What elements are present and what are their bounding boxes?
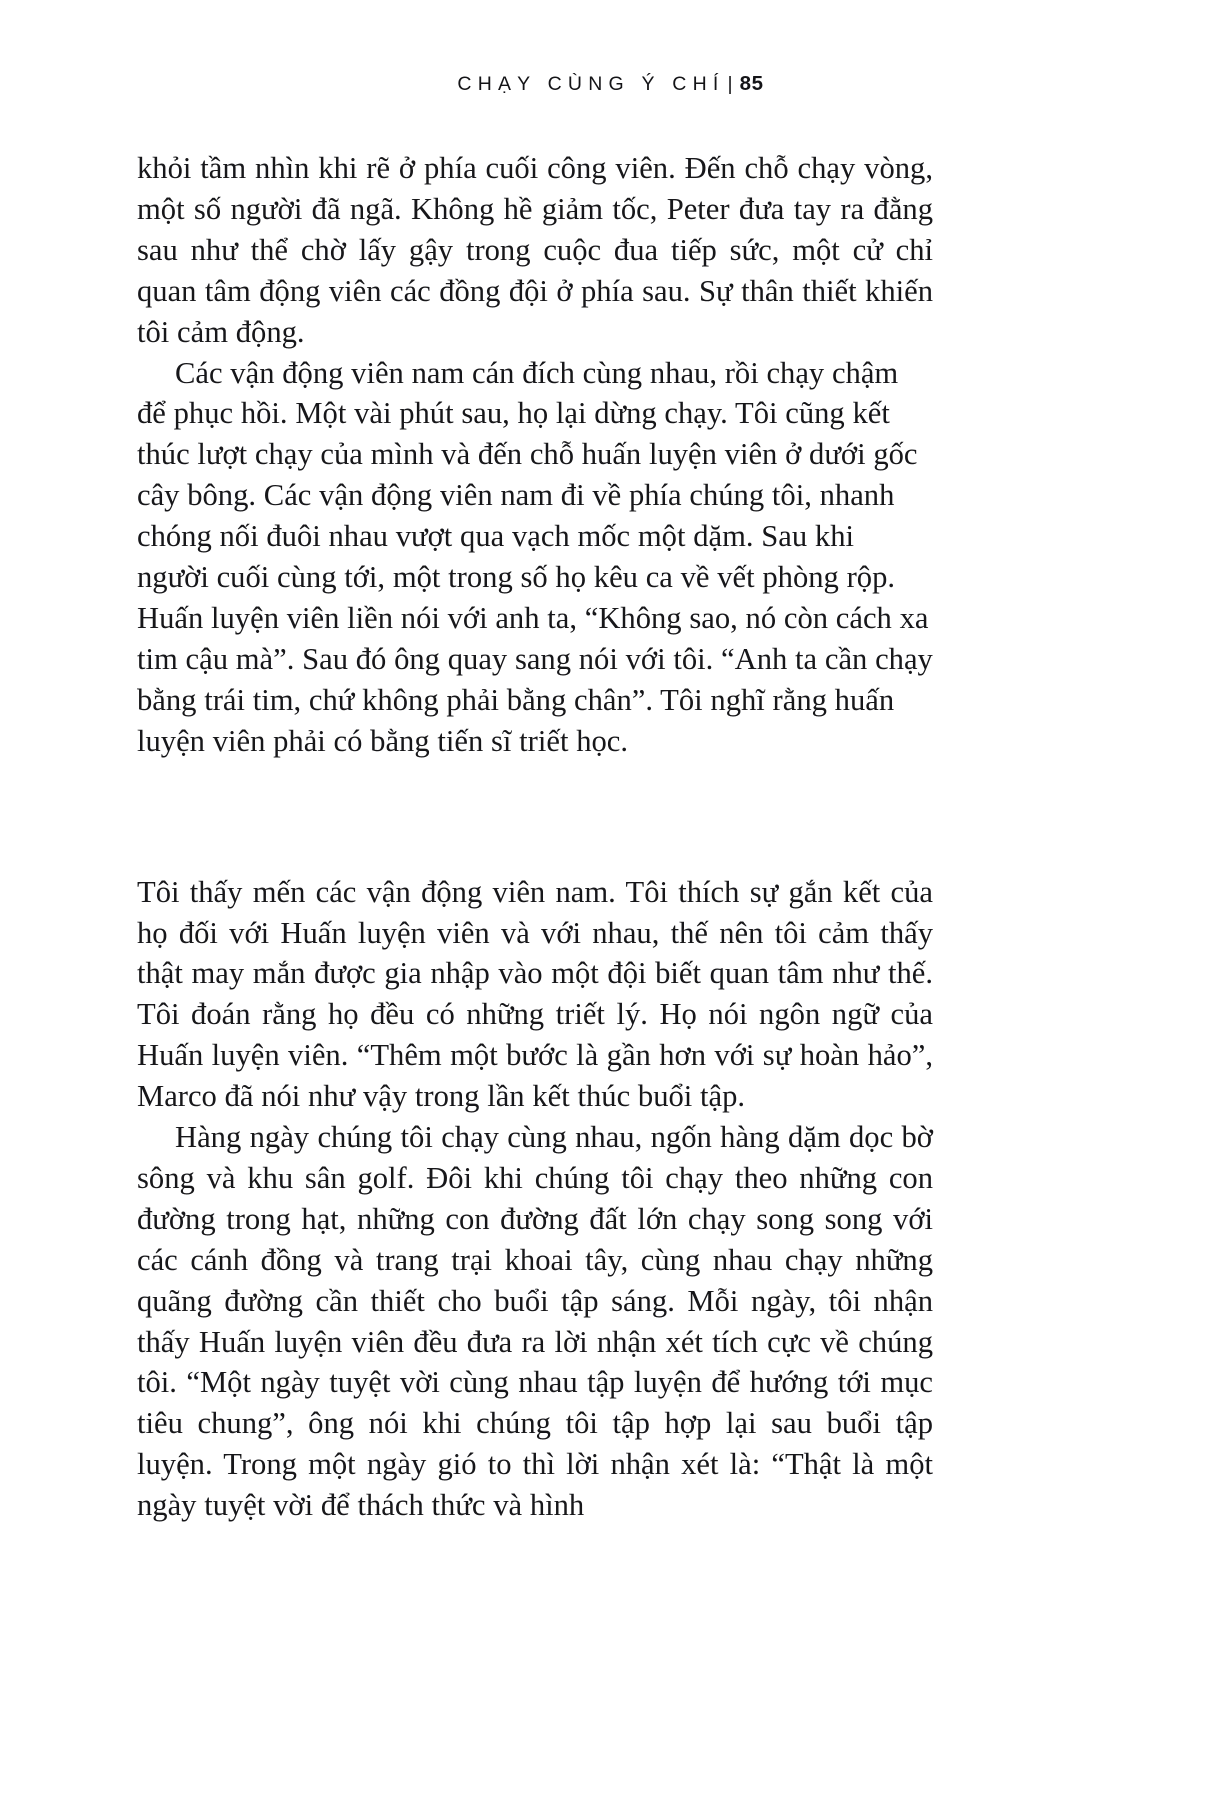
paragraph: khỏi tầm nhìn khi rẽ ở phía cuối công viên. Đến chỗ chạy vòng, một số người đã ngã. Không hề giảm tốc, Peter đưa tay ra đằng sau như thể chờ lấy gậy trong cuộc đua tiếp sức, một cử chỉ quan tâm động viên các đồng đội ở phía sau. Sự thân thiết khiến tôi cảm động. xyxy=(137,151,933,349)
paragraph: Các vận động viên nam cán đích cùng nhau, rồi chạy chậm để phục hồi. Một vài phút sau, họ lại dừng chạy. Tôi cũng kết thúc lượt chạy của mình và đến chỗ huấn luyện viên ở dưới gốc cây bông. Các vận động viên nam đi về phía chúng tôi, nhanh chóng nối đuôi nhau vượt qua vạch mốc một dặm. Sau khi người cuối cùng tới, một trong số họ kêu ca về vết phòng rộp. Huấn luyện viên liền nói với anh ta, “Không sao, nó còn cách xa tim cậu mà”. Sau đó ông quay sang nói với tôi. “Anh ta cần chạy bằng trái tim, chứ không phải bằng chân”. Tôi nghĩ rằng huấn luyện viên phải có bằng tiến sĩ triết học. xyxy=(137,355,933,758)
page-number: 85 xyxy=(739,72,764,95)
paragraph: Tôi thấy mến các vận động viên nam. Tôi thích sự gắn kết của họ đối với Huấn luyện viên và với nhau, thế nên tôi cảm thấy thật may mắn được gia nhập vào một đội biết quan tâm như thế. Tôi đoán rằng họ đều có những triết lý. Họ nói ngôn ngữ của Huấn luyện viên. “Thêm một bước là gần hơn với sự hoàn hảo”, Marco đã nói như vậy trong lần kết thúc buổi tập. xyxy=(137,874,933,1114)
running-header-title: CHẠY CÙNG Ý CHÍ xyxy=(457,73,725,95)
body-text-block xyxy=(137,148,933,1526)
text-section-1 xyxy=(137,148,933,762)
paragraph: Hàng ngày chúng tôi chạy cùng nhau, ngốn hàng dặm dọc bờ sông và khu sân golf. Đôi khi chúng tôi chạy theo những con đường trong hạt, những con đường đất lớn chạy song song với các cánh đồng và trang trại khoai tây, cùng nhau chạy những quãng đường cần thiết cho buổi tập sáng. Mỗi ngày, tôi nhận thấy Huấn luyện viên đều đưa ra lời nhận xét tích cực về chúng tôi. “Một ngày tuyệt vời cùng nhau tập luyện để hướng tới mục tiêu chung”, ông nói khi chúng tôi tập hợp lại sau buổi tập luyện. Trong một ngày gió to thì lời nhận xét là: “Thật là một ngày tuyệt vời để thách thức và hình xyxy=(137,1120,933,1523)
running-header xyxy=(0,74,1221,95)
text-section-2 xyxy=(137,872,933,1527)
section-break xyxy=(137,762,933,872)
running-header-separator: | xyxy=(727,73,733,95)
